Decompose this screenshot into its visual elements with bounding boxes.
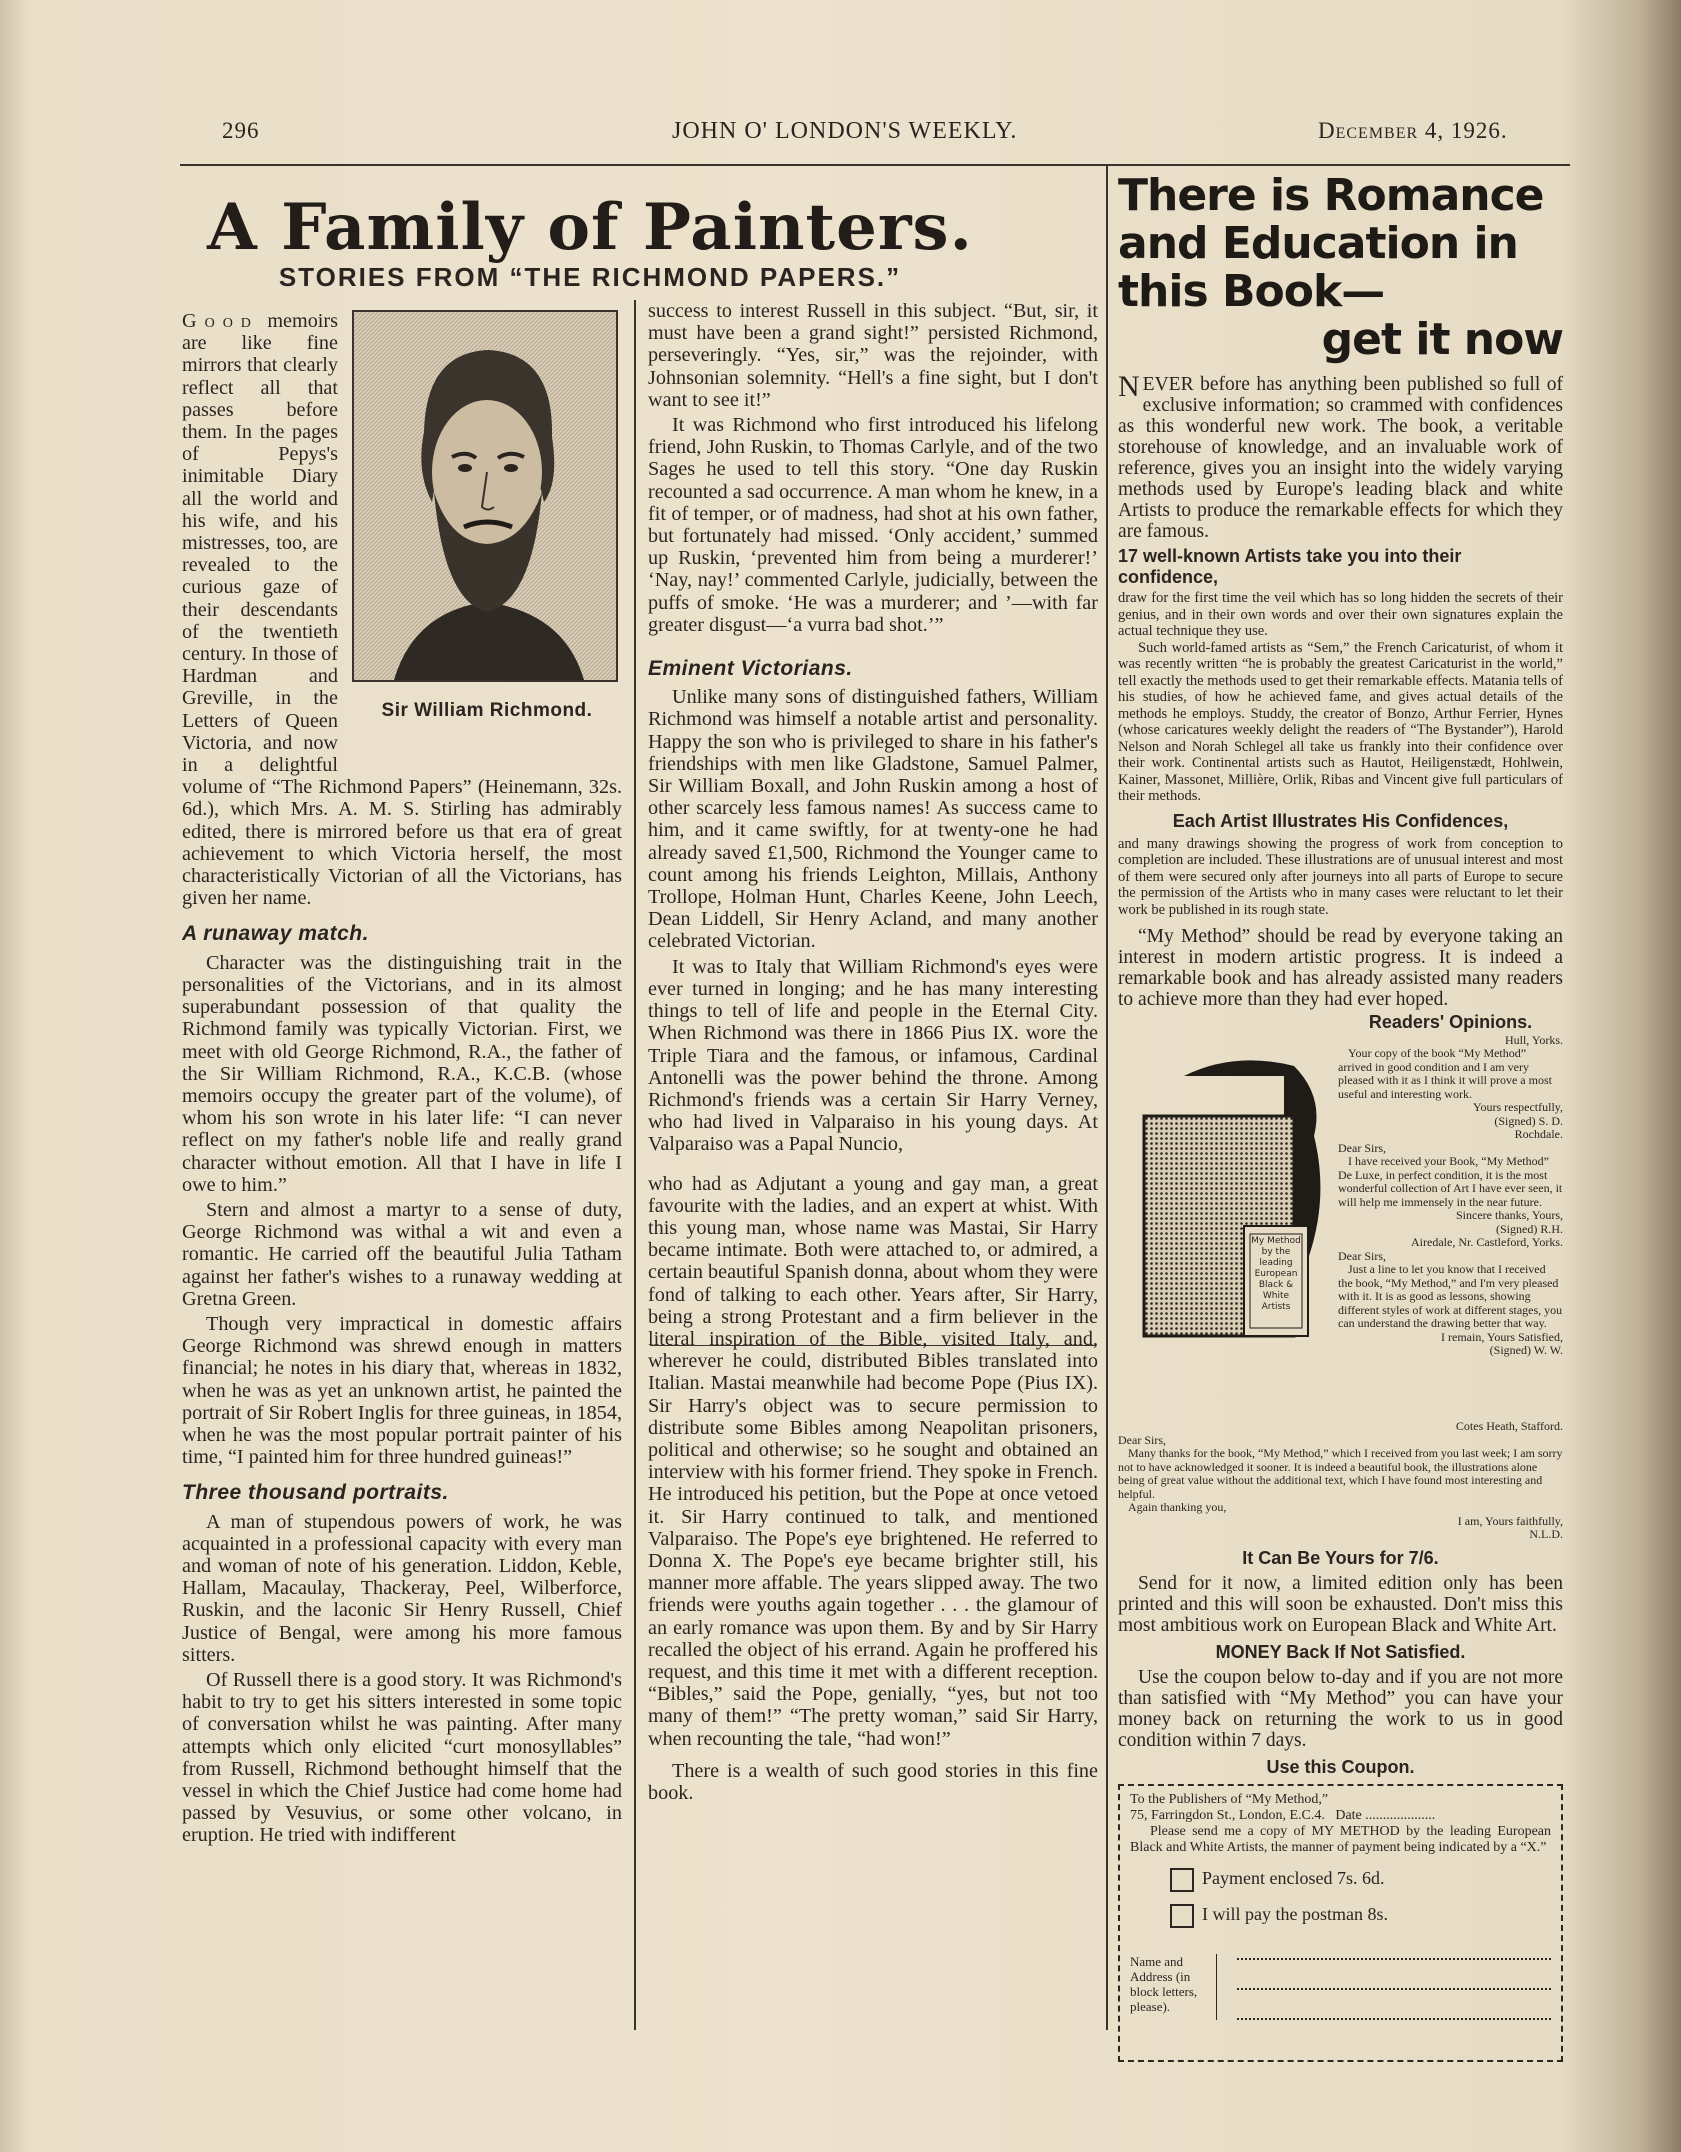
coupon-request: Please send me a copy of MY METHOD by the leading European Black and White Artists, the manner of payment being indicated by a “X.” <box>1130 1823 1551 1855</box>
paragraph: who had as Adjutant a young and gay man, a great favourite with the ladies, and an expert at whist. With this young man, whose name was Mastai, Sir Harry became intimate. Both were attached to, or admired, a certain beautiful Spanish donna, about whom they were fond of talking to each other. Years after, Sir Harry, being a strong Protestant and a firm believer in the literal inspiration of the Bible, visited Italy, and, wherever he could, distributed Bibles translated into Italian. Mastai meanwhile had become Pope (Pius IX). Sir Harry's object was to secure permission to distribute some Bibles among Neapolitan prisoners, political and otherwise; so he sought and obtained an interview with his former friend. They spoke in French. He introduced his petition, but the Pope at once vetoed it. Sir Harry continued to talk, and mentioned Valparaiso. The Pope's eye brightened. He referred to Donna X. The Pope's eye became brighter still, his manner more affable. The years slipped away. The two friends were youths again together . . . the glamour of an early romance was upon them. By and by Sir Harry recalled the object of his errand. Again he proffered his request, and this time it met with a different reception. “Bibles,” said the Pope, genially, “yes, but not too many of them!” “The pretty woman,” said Sir Harry, when recounting the tale, “had won!” <box>648 1172 1098 1750</box>
paragraph: There is a wealth of such good stories in this fine book. <box>648 1759 1098 1804</box>
readers-opinions <box>1118 1012 1563 1436</box>
letter-place: Airedale, Nr. Castleford, Yorks. <box>1411 1235 1563 1249</box>
coupon-option-payment[interactable] <box>1170 1868 1551 1892</box>
issue-date: December 4, 1926. <box>1318 118 1508 143</box>
coupon-bracket <box>1216 1954 1227 2020</box>
checkbox-payment-enclosed[interactable] <box>1170 1868 1194 1892</box>
coupon-date-label: Date <box>1335 1807 1362 1823</box>
ad-headline-line: There is Romance <box>1118 170 1544 221</box>
article-column-1 <box>182 310 622 2030</box>
option-label: Payment enclosed 7s. 6d. <box>1202 1867 1385 1888</box>
ad-body: Send for it now, a limited edition only has been printed and this will soon be exhausted. Don't miss this most ambitious work on European Black and White Art. <box>1118 1572 1563 1636</box>
letter-body: Many thanks for the book, “My Method,” which I received from you last week; I am sorry not to have acknowledged it sooner. It is indeed a beautiful book, the illustrations alone being of great value without the additional text, which I have found most interesting and helpful. <box>1118 1446 1563 1501</box>
paragraph: A man of stupendous powers of work, he was acquainted in a professional capacity with every man and woman of note of his generation. Liddon, Keble, Hallam, Macaulay, Thackeray, Peel, Wilberforce, Ruskin, and the laconic Sir Henry Russell, Chief Justice of Bengal, were among his more famous sitters. <box>182 1510 622 1666</box>
coupon-name-address-field[interactable] <box>1237 1958 1551 2020</box>
paragraph: It was Richmond who first introduced his lifelong friend, John Ruskin, to Thomas Carlyle, and of the two Sages he used to tell this story. “One day Ruskin recounted a sad occurrence. A man whom he knew, in a fit of temper, or of madness, had shot at his own father, but fortunately had missed. ‘Only accident,’ summed up Ruskin, ‘prevented him from being a murderer!’ ‘Nay, nay!’ commented Carlyle, judicially, between the puffs of smoke. ‘He was a murderer; and ’—with far greater disgust—‘a vurra bad shot.’” <box>648 414 1098 636</box>
letter-close: Yours respectfully, <box>1473 1100 1563 1114</box>
coupon-date-field[interactable]: .................... <box>1365 1807 1436 1823</box>
letter-signature: N.L.D. <box>1529 1527 1563 1541</box>
coupon-publisher-address: 75, Farringdon St., London, E.C.4. <box>1130 1807 1325 1823</box>
letter-close: I remain, Yours Satisfied, <box>1441 1329 1563 1344</box>
ad-headline-line: this Book— <box>1118 266 1385 317</box>
coupon-name-label: Name and Address (in block letters, please). <box>1130 1953 1198 2014</box>
publication-name: JOHN O' LONDON'S WEEKLY. <box>672 118 1018 144</box>
letter-close: I am, Yours faithfully, <box>1457 1513 1563 1528</box>
column-rule-2 <box>1106 166 1108 2030</box>
subhead-three-thousand-portraits: Three thousand portraits. <box>182 1481 449 1505</box>
paragraph: Of Russell there is a good story. It was Richmond's habit to try to get his sitters interested in some topic of conversation whilst he was painting. After many attempts which only elicited “curt monosyllables” from Russell, Richmond bethought himself that the vessel in which the Chief Justice had come home had passed by Vesuvius, or some other volcano, in eruption. He tried with indifferent <box>182 1668 622 1847</box>
ad-body: “My Method” should be read by everyone taking an interest in modern artistic progress. It is indeed a remarkable book and has already assisted many readers to achieve more than they had ever hoped. <box>1118 926 1563 1010</box>
letter-body: I have received your Book, “My Method” De Luxe, in perfect condition, it is the most wonderful collection of Art I have ever seen, it will help me immensely in the near future. <box>1338 1154 1563 1209</box>
ad-intro <box>1118 370 1563 542</box>
ad-headline <box>1118 172 1563 364</box>
portrait-engraving <box>354 312 616 680</box>
book-cover-text: My Method by the leading European Black & White Artists <box>1251 1236 1301 1312</box>
coupon-option-postman[interactable] <box>1170 1904 1551 1928</box>
coupon-name-block <box>1130 1954 1551 2020</box>
letter-salutation: Dear Sirs, <box>1118 1432 1166 1447</box>
subhead-eminent-victorians: Eminent Victorians. <box>648 657 853 681</box>
ad-small-text: draw for the first time the veil which has so long hidden the secrets of their genius, and in their own words and over their own signatures explain the actual technique they use. <box>1118 590 1563 639</box>
ad-body: Use the coupon below to-day and if you are not more than satisfied with “My Method” you can have your money back on returning the work to us in good condition within 7 days. <box>1118 1666 1563 1751</box>
coupon-to: To the Publishers of “My Method,” <box>1130 1791 1329 1807</box>
letter-body: Just a line to let you know that I received the book, “My Method,” and I'm very pleased with it. It is as good as lessons, showing different styles of work at different stages, you can understand the drawing better that way. <box>1338 1262 1563 1330</box>
advertisement <box>1118 172 1563 2062</box>
ad-small-text: and many drawings showing the progress of work from conception to completion are included. These illustrations are of unusual interest and most of them were secured only after journeys into all parts of Europe to secure the permission of the Artists who in many cases were reluctant to let their work be published in its rough state. <box>1118 835 1563 918</box>
testimonial-letters <box>1338 1012 1563 1358</box>
ad-drop-cap: N <box>1118 370 1140 403</box>
ad-intro-text: EVER before has anything been published so full of exclusive information; so crammed with confidences as this wonderful new work. The book, a veritable storehouse of knowledge, and an invaluable work of reference, gives you an insight into the widely varying methods used by Europe's leading black and white Artists to produce the remarkable effects for which they are famous. <box>1118 374 1563 542</box>
option-label: I will pay the postman 8s. <box>1202 1903 1388 1924</box>
article-title: A Family of Painters. <box>207 190 973 265</box>
article-column-2 <box>648 300 1098 2030</box>
column-rule-1 <box>634 300 636 2030</box>
letter-place: Rochdale. <box>1514 1127 1563 1141</box>
portrait-figure <box>352 310 622 760</box>
letter-place: Cotes Heath, Stafford. <box>1455 1419 1563 1433</box>
paragraph: success to interest Russell in this subject. “But, sir, it must have been a grand sight!” persisted Richmond, perseveringly. “Yes, sir,” was the rejoinder, with Johnsonian solemnity. “Hell's a fine sight, but I don't want to see it!” <box>648 300 1098 411</box>
letter-body: Your copy of the book “My Method” arrived in good condition and I am very pleased with it as I think it will prove a most useful and interesting work. <box>1338 1046 1552 1101</box>
ad-headline-line: and Education in <box>1118 218 1518 269</box>
letter-salutation: Dear Sirs, <box>1338 1140 1386 1155</box>
testimonial-letter-4 <box>1118 1420 1563 1542</box>
letter-close: Sincere thanks, Yours, <box>1456 1208 1563 1222</box>
paragraph: It was to Italy that William Richmond's eyes were ever turned in longing; and he has many interesting things to tell of life and people in the Eternal City. When Richmond was there in 1866 Pius IX. wore the Triple Tiara and the famous, or infamous, Cardinal Antonelli was the power behind the throne. Among Richmond's friends was a certain Sir Harry Verney, who had lived in Valparaiso in his young days. At Valparaiso was a Papal Nuncio, <box>648 955 1098 1156</box>
portrait-image <box>352 310 618 682</box>
portrait-caption: Sir William Richmond. <box>381 700 593 721</box>
readers-title: Readers' Opinions. <box>1368 1012 1533 1032</box>
header-rule <box>180 164 1570 166</box>
letter-signature: (Signed) S. D. <box>1494 1113 1563 1128</box>
ad-subhead: Each Artist Illustrates His Confidences, <box>1172 810 1509 831</box>
ad-subhead-price: It Can Be Yours for 7/6. <box>1242 1547 1439 1568</box>
ad-subhead-coupon: Use this Coupon. <box>1266 1756 1415 1777</box>
ad-subhead: 17 well-known Artists take you into their confidence, <box>1118 546 1462 587</box>
paragraph: Unlike many sons of distinguished fathers, William Richmond was himself a notable artist and personality. Happy the son who is privileged to share in his father's friendships with men like Gladstone, Samuel Palmer, Sir William Boxall, and John Ruskin among a host of other scarcely less famous names! As success came to him, and it came swiftly, for at twenty-one he had already saved £1,500, Richmond the Younger came to count among his friends Leighton, Millais, Anthony Trollope, Holman Hunt, Charles Keene, John Leech, Dean Liddell, Sir Henry Acland, and many another celebrated Victorian. <box>648 686 1098 953</box>
intro-drop-word: Good <box>182 310 259 332</box>
ad-subhead-guarantee: MONEY Back If Not Satisfied. <box>1215 1641 1466 1662</box>
subhead-runaway-match: A runaway match. <box>182 922 369 946</box>
page-number: 296 <box>222 118 260 143</box>
letter-thanks: Again thanking you, <box>1128 1500 1227 1514</box>
ad-small-text: Such world-famed artists as “Sem,” the French Caricaturist, of whom it was recently written “he is probably the greatest Caricaturist in the world,” tell exactly the methods used to get their remarkable effects. Matania tells of his studies, of how he achieved fame, and gives actual details of the methods he employs. Studdy, the creator of Bonzo, Arthur Ferrier, Hynes (whose caricatures weekly delight the readers of “The Bystander”), Harold Nelson and Norah Schlegel all take us frankly into their confidence over their work. Continental artists such as Hautot, Heiligenstædt, Hohlwein, Kainer, Massonet, Millière, Orlik, Ribas and Vincent give full particulars of their methods. <box>1118 639 1563 804</box>
intro-text: memoirs are like fine mirrors that clearly reflect all that passes before them. In the pages of Pepys's inimitable Diary all the world and his wife, and his mistresses, too, are revealed to the curious gaze of their descendants of the twentieth century. In those of Hardman and Greville, in the Letters of Queen Victoria, and now in a delightful volume of “The Richmond Papers” (Heinemann, 32s. 6d.), which Mrs. A. M. S. Stirling has admirably edited, there is mirrored before us that era of great achievement to which Victoria herself, the most characteristically Victorian of all the Victorians, has given her name. <box>182 310 622 910</box>
order-coupon[interactable] <box>1118 1784 1563 2062</box>
coupon-address-line <box>1130 1808 1551 1824</box>
paragraph: Stern and almost a martyr to a sense of duty, George Richmond was withal a wit and even a romantic. He carried off the beautiful Julia Tatham against her father's wishes to a runaway wedding at Gretna Green. <box>182 1198 622 1310</box>
letter-signature: (Signed) R.H. <box>1496 1221 1563 1236</box>
letter-place: Hull, Yorks. <box>1504 1032 1563 1047</box>
checkbox-pay-postman[interactable] <box>1170 1904 1194 1928</box>
article-subtitle: STORIES FROM “THE RICHMOND PAPERS.” <box>278 262 902 292</box>
paragraph: Though very impractical in domestic affairs George Richmond was shrewd enough in matters financial; he notes in his diary that, whereas in 1832, when he was as yet an unknown artist, he painted the portrait of Sir Robert Inglis for three guineas, in 1854, when he was the most popular portrait painter of his time, “I painted him for three hundred guineas!” <box>182 1312 622 1469</box>
letter-salutation: Dear Sirs, <box>1338 1248 1386 1263</box>
paragraph: Character was the distinguishing trait in the personalities of the Victorians, and in its almost superabundant possession of that quality the Richmond family was typically Victorian. First, we meet with old George Richmond, R.A., the father of the Sir William Richmond, R.A., K.C.B. (whose memoirs occupy the greater part of the volume), of whom his son wrote in his later life: “I can never reflect on my father's noble life and really grand character without emotion. All that I have in life I owe to him.” <box>182 951 622 1196</box>
book-illustration <box>1124 1056 1324 1356</box>
ad-headline-line: get it now <box>1321 314 1563 365</box>
letter-signature: (Signed) W. W. <box>1489 1343 1563 1357</box>
